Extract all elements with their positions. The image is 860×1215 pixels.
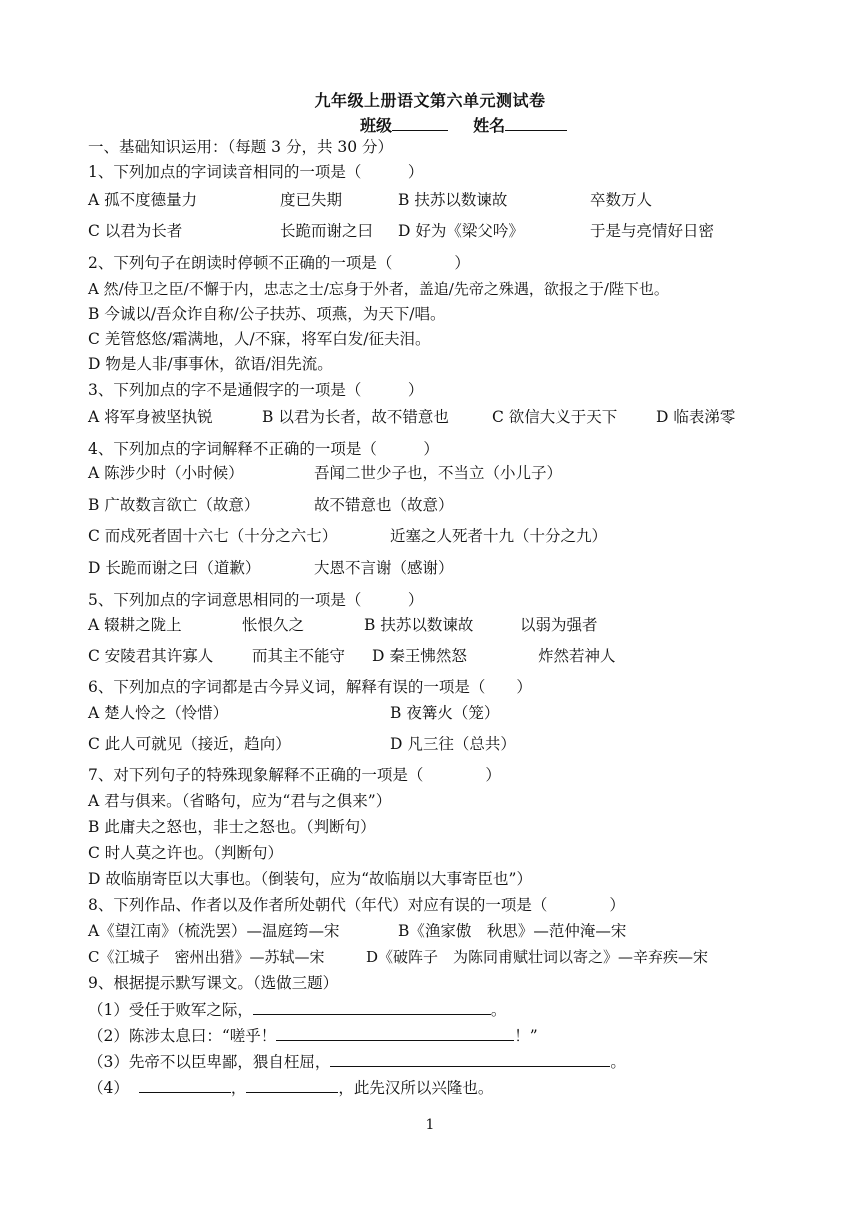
class-blank[interactable] xyxy=(392,114,448,131)
q1-option-d2: 于是与亮情好日密 xyxy=(590,222,715,240)
q4-option-c1: C 而戍死者固十六七（十分之六七） xyxy=(88,527,338,545)
q2-option-c: C 羌管悠悠/霜满地，人/不寐，将军白发/征夫泪。 xyxy=(88,330,431,348)
q7-option-c: C 时人莫之许也。（判断句） xyxy=(88,844,284,862)
q1-option-b2: 卒数万人 xyxy=(590,191,653,209)
q2-option-a: A 然/侍卫之臣/不懈于内，忠志之士/忘身于外者，盖追/先帝之殊遇，欲报之于/陛下也。 xyxy=(88,280,669,298)
question-5-stem: 5、下列加点的字词意思相同的一项是（ ） xyxy=(88,591,424,609)
question-3-stem: 3、下列加点的字不是通假字的一项是（ ） xyxy=(88,381,424,399)
q4-option-b2: 故不错意也（故意） xyxy=(314,496,454,514)
q9-item-1-end: 。 xyxy=(490,1001,507,1019)
q9-item-4-blank-2[interactable] xyxy=(246,1076,338,1093)
q5-option-c2: 而其主不能守 xyxy=(252,647,346,665)
q8-option-b: B《渔家傲 秋思》—范仲淹—宋 xyxy=(398,922,627,940)
q5-option-a2: 怅恨久之 xyxy=(242,616,305,634)
section-heading: 一、基础知识运用：（每题 3 分，共 30 分） xyxy=(88,138,394,156)
q4-option-a2: 吾闻二世少子也，不当立（小儿子） xyxy=(314,464,563,482)
question-4-stem: 4、下列加点的字词解释不正确的一项是（ ） xyxy=(88,440,439,458)
question-1-stem: 1、下列加点的字词读音相同的一项是（ ） xyxy=(88,163,424,181)
q1-option-a2: 度已失期 xyxy=(280,191,343,209)
q9-item-4-text: （4） xyxy=(88,1079,129,1097)
q9-item-4-end: ，此先汉所以兴隆也。 xyxy=(338,1079,494,1097)
q4-option-a1: A 陈涉少时（小时候） xyxy=(88,464,244,482)
q5-option-b2: 以弱为强者 xyxy=(520,616,598,634)
q9-item-4-sep: ， xyxy=(230,1079,247,1097)
q9-item-2-end: ！” xyxy=(514,1027,538,1045)
q5-option-a1: A 辍耕之陇上 xyxy=(88,616,182,634)
q5-option-b1: B 扶苏以数谏故 xyxy=(364,616,474,634)
question-2-stem: 2、下列句子在朗读时停顿不正确的一项是（ ） xyxy=(88,254,470,272)
q9-item-3-text: （3）先帝不以臣卑鄙，猥自枉屈， xyxy=(88,1053,331,1071)
q2-option-b: B 今诚以/吾众诈自称/公子扶苏、项燕，为天下/唱。 xyxy=(88,305,446,323)
q4-option-c2: 近塞之人死者十九（十分之九） xyxy=(390,527,608,545)
question-8-stem: 8、下列作品、作者以及作者所处朝代（年代）对应有误的一项是（ ） xyxy=(88,896,625,914)
q9-item-3 xyxy=(88,1050,626,1073)
q3-option-b: B 以君为长者，故不错意也 xyxy=(262,408,449,426)
page-title: 九年级上册语文第六单元测试卷 xyxy=(314,91,546,110)
q9-item-2 xyxy=(88,1024,538,1047)
question-7-stem: 7、对下列句子的特殊现象解释不正确的一项是（ ） xyxy=(88,766,501,784)
q5-option-d2: 炸然若神人 xyxy=(538,647,616,665)
q9-item-2-text: （2）陈涉太息曰：“嗟乎！ xyxy=(88,1027,277,1045)
class-label: 班级 xyxy=(360,116,393,135)
q1-option-a1: A 孤不度德量力 xyxy=(88,191,198,209)
q6-option-c: C 此人可就见（接近，趋向） xyxy=(88,735,291,753)
q9-item-3-end: 。 xyxy=(610,1053,626,1071)
q4-option-d2: 大恩不言谢（感谢） xyxy=(314,559,454,577)
q9-item-1-text: （1）受任于败军之际， xyxy=(88,1001,253,1019)
q3-option-c: C 欲信大义于天下 xyxy=(492,408,618,426)
page-number: 1 xyxy=(425,1117,435,1133)
q7-option-a: A 君与俱来。（省略句，应为“君与之俱来”） xyxy=(88,792,392,810)
q1-option-c1: C 以君为长者 xyxy=(88,222,183,240)
name-label: 姓名 xyxy=(473,116,506,135)
q1-option-d1: D 好为《梁父吟》 xyxy=(398,222,524,240)
q1-option-b1: B 扶苏以数谏故 xyxy=(398,191,508,209)
q7-option-b: B 此庸夫之怒也，非士之怒也。（判断句） xyxy=(88,818,376,836)
q6-option-b: B 夜篝火（笼） xyxy=(390,704,500,722)
q9-item-2-blank[interactable] xyxy=(276,1024,514,1041)
q9-item-3-blank[interactable] xyxy=(330,1050,610,1067)
student-info xyxy=(360,113,567,136)
q8-option-d: D《破阵子 为陈同甫赋壮词以寄之》—辛弃疾—宋 xyxy=(366,948,709,966)
q1-option-c2: 长跪而谢之曰 xyxy=(280,222,374,240)
q9-item-1 xyxy=(88,998,506,1021)
q6-option-d: D 凡三往（总共） xyxy=(390,735,516,753)
q6-option-a: A 楚人怜之（怜惜） xyxy=(88,704,229,722)
q5-option-d1: D 秦王怫然怒 xyxy=(372,647,467,665)
q7-option-d: D 故临崩寄臣以大事也。（倒装句，应为“故临崩以大事寄臣也”） xyxy=(88,870,532,888)
q5-option-c1: C 安陵君其许寡人 xyxy=(88,647,214,665)
q2-option-d: D 物是人非/事事休，欲语/泪先流。 xyxy=(88,355,333,373)
name-blank[interactable] xyxy=(505,114,567,131)
q8-option-a: A《望江南》（梳洗罢）—温庭筠—宋 xyxy=(88,922,340,940)
question-6-stem: 6、下列加点的字词都是古今异义词，解释有误的一项是（ ） xyxy=(88,678,532,696)
q9-item-1-blank[interactable] xyxy=(253,998,491,1015)
q9-item-4-blank-1[interactable] xyxy=(139,1076,231,1093)
question-9-stem: 9、根据提示默写课文。（选做三题） xyxy=(88,974,339,992)
q3-option-d: D 临表涕零 xyxy=(656,408,736,426)
q8-option-c: C《江城子 密州出猎》—苏轼—宋 xyxy=(88,948,325,966)
q9-item-4 xyxy=(88,1076,493,1099)
q4-option-d1: D 长跪而谢之曰（道歉） xyxy=(88,559,261,577)
q3-option-a: A 将军身被坚执锐 xyxy=(88,408,213,426)
q4-option-b1: B 广故数言欲亡（故意） xyxy=(88,496,260,514)
